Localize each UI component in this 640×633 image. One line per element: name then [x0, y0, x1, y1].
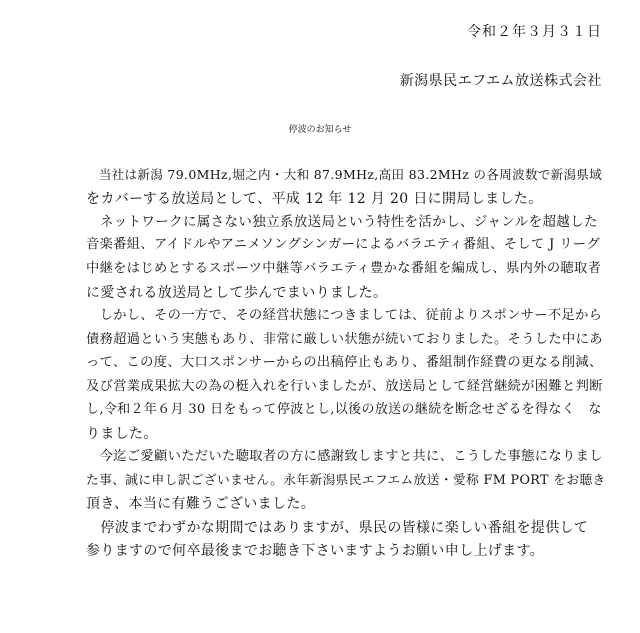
body-line: 債務超過という実態もあり、非常に厳しい状態が続いておりました。そうした中にあ — [86, 332, 603, 347]
notice-date: 令和２年３月３１日 — [467, 24, 602, 40]
body-line: 頂き、本当に有難うございました。 — [86, 496, 316, 512]
body-line: りました。 — [86, 426, 158, 442]
notice-title: 停波のお知らせ — [288, 125, 352, 135]
body-line: に愛される放送局として歩んでまいりました。 — [86, 285, 388, 301]
body-line: 今迄ご愛顧いただいた聴取者の方に感謝致しますと共に、こうした事態になりまし — [86, 449, 603, 464]
body-line: 及び営業成果拡大の為の梃入れを行いましたが、放送局として経営継続が困難と判断 — [86, 379, 603, 394]
body-line: ネットワークに属さない独立系放送局という特性を活かし、ジャンルを超越した — [86, 214, 598, 230]
company-name: 新潟県民エフエム放送株式会社 — [399, 73, 602, 89]
body-line: しかし、その一方で、その経営状態につきましては、従前よりスポンサー不足から — [86, 308, 603, 323]
body-line: た事、誠に申し訳ございません。永年新潟県民エフエム放送・愛称 FM PORT をお聴き — [86, 473, 606, 488]
body-line: 音楽番組、アイドルやアニメソングシンガーによるバラエティ番組、そして J リーグ — [86, 237, 601, 252]
body-line: をカバーする放送局として、平成 12 年 12 月 20 日に開局しました。 — [86, 191, 543, 207]
body-line: 当社は新潟 79.0MHz,堀之内・大和 87.9MHz,高田 83.2MHz の各周波数で新潟県域 — [86, 167, 603, 182]
body-line: 参りますので何卒最後までお聴き下さいますようお願い申し上げます。 — [86, 543, 545, 559]
body-line: し,令和２年６月 30 日をもって停波とし,以後の放送の継続を断念せざるを得なく な — [86, 402, 602, 417]
body-line: って、この度、大口スポンサーからの出稿停止もあり、番組制作経費の更なる削減、 — [86, 355, 603, 370]
body-line: 停波までわずかな期間ではありますが、県民の皆様に楽しい番組を提供して — [86, 520, 589, 536]
body-line: 中継をはじめとするスポーツ中継等バラエティ豊かな番組を編成し、県内外の聴取者 — [86, 261, 602, 276]
